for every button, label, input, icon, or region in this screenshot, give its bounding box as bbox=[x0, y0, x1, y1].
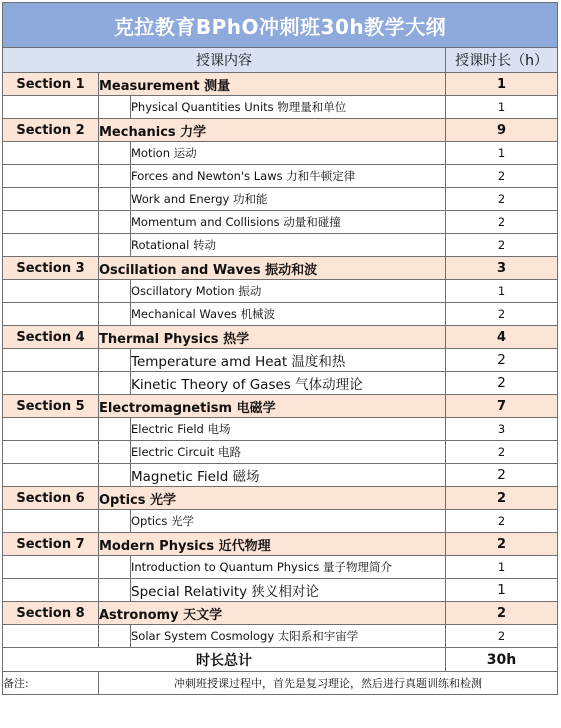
topic-name: Solar System Cosmology 太阳系和宇宙学 bbox=[131, 625, 446, 648]
section-number: Section 5 bbox=[3, 395, 99, 418]
header-content: 授课内容 bbox=[3, 48, 446, 73]
topic-name: Forces and Newton's Laws 力和牛顿定律 bbox=[131, 165, 446, 188]
blank-cell bbox=[3, 211, 99, 234]
page-title: 克拉教育BPhO冲刺班30h教学大纲 bbox=[3, 3, 558, 48]
blank-cell bbox=[3, 418, 99, 441]
topic-name: Physical Quantities Units 物理量和单位 bbox=[131, 96, 446, 119]
section-number: Section 8 bbox=[3, 602, 99, 625]
blank-cell bbox=[99, 349, 131, 372]
total-label: 时长总计 bbox=[3, 648, 446, 672]
topic-row bbox=[3, 556, 558, 579]
section-name: Modern Physics 近代物理 bbox=[99, 533, 446, 556]
blank-cell bbox=[3, 303, 99, 326]
section-name: Thermal Physics 热学 bbox=[99, 326, 446, 349]
topic-name: Motion 运动 bbox=[131, 142, 446, 165]
topic-row bbox=[3, 441, 558, 464]
topic-name: Special Relativity 狭义相对论 bbox=[131, 579, 446, 602]
title-row bbox=[3, 3, 558, 48]
section-number: Section 6 bbox=[3, 487, 99, 510]
topic-hours: 2 bbox=[446, 165, 558, 188]
section-number: Section 2 bbox=[3, 119, 99, 142]
topic-hours: 2 bbox=[446, 510, 558, 533]
blank-cell bbox=[3, 96, 99, 119]
note-label: 备注: bbox=[3, 672, 99, 695]
topic-hours: 2 bbox=[446, 372, 558, 395]
blank-cell bbox=[3, 372, 99, 395]
topic-name: Magnetic Field 磁场 bbox=[131, 464, 446, 487]
blank-cell bbox=[99, 142, 131, 165]
blank-cell bbox=[3, 441, 99, 464]
blank-cell bbox=[3, 579, 99, 602]
topic-hours: 3 bbox=[446, 418, 558, 441]
section-number: Section 7 bbox=[3, 533, 99, 556]
note-row bbox=[3, 672, 558, 695]
blank-cell bbox=[99, 372, 131, 395]
topic-row bbox=[3, 418, 558, 441]
section-name: Mechanics 力学 bbox=[99, 119, 446, 142]
section-hours: 7 bbox=[446, 395, 558, 418]
blank-cell bbox=[99, 234, 131, 257]
blank-cell bbox=[3, 556, 99, 579]
section-hours: 9 bbox=[446, 119, 558, 142]
topic-row bbox=[3, 625, 558, 648]
header-hours: 授课时长（h） bbox=[446, 48, 558, 73]
total-row bbox=[3, 648, 558, 672]
topic-name: Work and Energy 功和能 bbox=[131, 188, 446, 211]
topic-name: Mechanical Waves 机械波 bbox=[131, 303, 446, 326]
section-name: Oscillation and Waves 振动和波 bbox=[99, 257, 446, 280]
topic-hours: 2 bbox=[446, 188, 558, 211]
topic-hours: 2 bbox=[446, 441, 558, 464]
topic-row bbox=[3, 349, 558, 372]
note-text: 冲刺班授课过程中，首先是复习理论，然后进行真题训练和检测 bbox=[99, 672, 558, 695]
topic-hours: 1 bbox=[446, 579, 558, 602]
topic-name: Oscillatory Motion 振动 bbox=[131, 280, 446, 303]
blank-cell bbox=[99, 441, 131, 464]
topic-hours: 1 bbox=[446, 96, 558, 119]
topic-hours: 2 bbox=[446, 349, 558, 372]
topic-name: Rotational 转动 bbox=[131, 234, 446, 257]
topic-name: Introduction to Quantum Physics 量子物理简介 bbox=[131, 556, 446, 579]
section-hours: 1 bbox=[446, 73, 558, 96]
section-row bbox=[3, 533, 558, 556]
blank-cell bbox=[3, 464, 99, 487]
topic-hours: 2 bbox=[446, 625, 558, 648]
topic-row bbox=[3, 188, 558, 211]
section-row bbox=[3, 119, 558, 142]
section-row bbox=[3, 602, 558, 625]
topic-row bbox=[3, 579, 558, 602]
topic-name: Electric Field 电场 bbox=[131, 418, 446, 441]
blank-cell bbox=[99, 625, 131, 648]
topic-row bbox=[3, 234, 558, 257]
blank-cell bbox=[99, 96, 131, 119]
topic-row bbox=[3, 464, 558, 487]
topic-name: Temperature amd Heat 温度和热 bbox=[131, 349, 446, 372]
section-name: Electromagnetism 电磁学 bbox=[99, 395, 446, 418]
topic-hours: 1 bbox=[446, 142, 558, 165]
blank-cell bbox=[3, 188, 99, 211]
topic-hours: 1 bbox=[446, 280, 558, 303]
section-row bbox=[3, 487, 558, 510]
topic-row bbox=[3, 280, 558, 303]
blank-cell bbox=[99, 280, 131, 303]
section-number: Section 1 bbox=[3, 73, 99, 96]
topic-row bbox=[3, 303, 558, 326]
section-row bbox=[3, 395, 558, 418]
blank-cell bbox=[3, 280, 99, 303]
topic-name: Momentum and Collisions 动量和碰撞 bbox=[131, 211, 446, 234]
blank-cell bbox=[99, 303, 131, 326]
blank-cell bbox=[3, 510, 99, 533]
topic-hours: 2 bbox=[446, 303, 558, 326]
blank-cell bbox=[99, 464, 131, 487]
section-name: Measurement 测量 bbox=[99, 73, 446, 96]
section-hours: 2 bbox=[446, 487, 558, 510]
section-hours: 2 bbox=[446, 533, 558, 556]
section-row bbox=[3, 326, 558, 349]
topic-row bbox=[3, 165, 558, 188]
topic-hours: 1 bbox=[446, 556, 558, 579]
blank-cell bbox=[3, 234, 99, 257]
blank-cell bbox=[3, 165, 99, 188]
topic-row bbox=[3, 211, 558, 234]
syllabus-table bbox=[2, 2, 558, 695]
blank-cell bbox=[99, 188, 131, 211]
blank-cell bbox=[99, 579, 131, 602]
blank-cell bbox=[99, 165, 131, 188]
blank-cell bbox=[99, 418, 131, 441]
blank-cell bbox=[3, 625, 99, 648]
total-hours: 30h bbox=[446, 648, 558, 672]
section-hours: 4 bbox=[446, 326, 558, 349]
topic-hours: 2 bbox=[446, 234, 558, 257]
topic-row bbox=[3, 142, 558, 165]
blank-cell bbox=[3, 349, 99, 372]
topic-name: Kinetic Theory of Gases 气体动理论 bbox=[131, 372, 446, 395]
blank-cell bbox=[99, 211, 131, 234]
topic-name: Electric Circuit 电路 bbox=[131, 441, 446, 464]
topic-name: Optics 光学 bbox=[131, 510, 446, 533]
section-name: Astronomy 天文学 bbox=[99, 602, 446, 625]
section-hours: 2 bbox=[446, 602, 558, 625]
section-hours: 3 bbox=[446, 257, 558, 280]
section-name: Optics 光学 bbox=[99, 487, 446, 510]
section-row bbox=[3, 73, 558, 96]
blank-cell bbox=[99, 510, 131, 533]
section-number: Section 3 bbox=[3, 257, 99, 280]
section-row bbox=[3, 257, 558, 280]
section-number: Section 4 bbox=[3, 326, 99, 349]
header-row bbox=[3, 48, 558, 73]
topic-hours: 2 bbox=[446, 464, 558, 487]
topic-row bbox=[3, 510, 558, 533]
topic-row bbox=[3, 372, 558, 395]
topic-hours: 2 bbox=[446, 211, 558, 234]
topic-row bbox=[3, 96, 558, 119]
blank-cell bbox=[99, 556, 131, 579]
blank-cell bbox=[3, 142, 99, 165]
